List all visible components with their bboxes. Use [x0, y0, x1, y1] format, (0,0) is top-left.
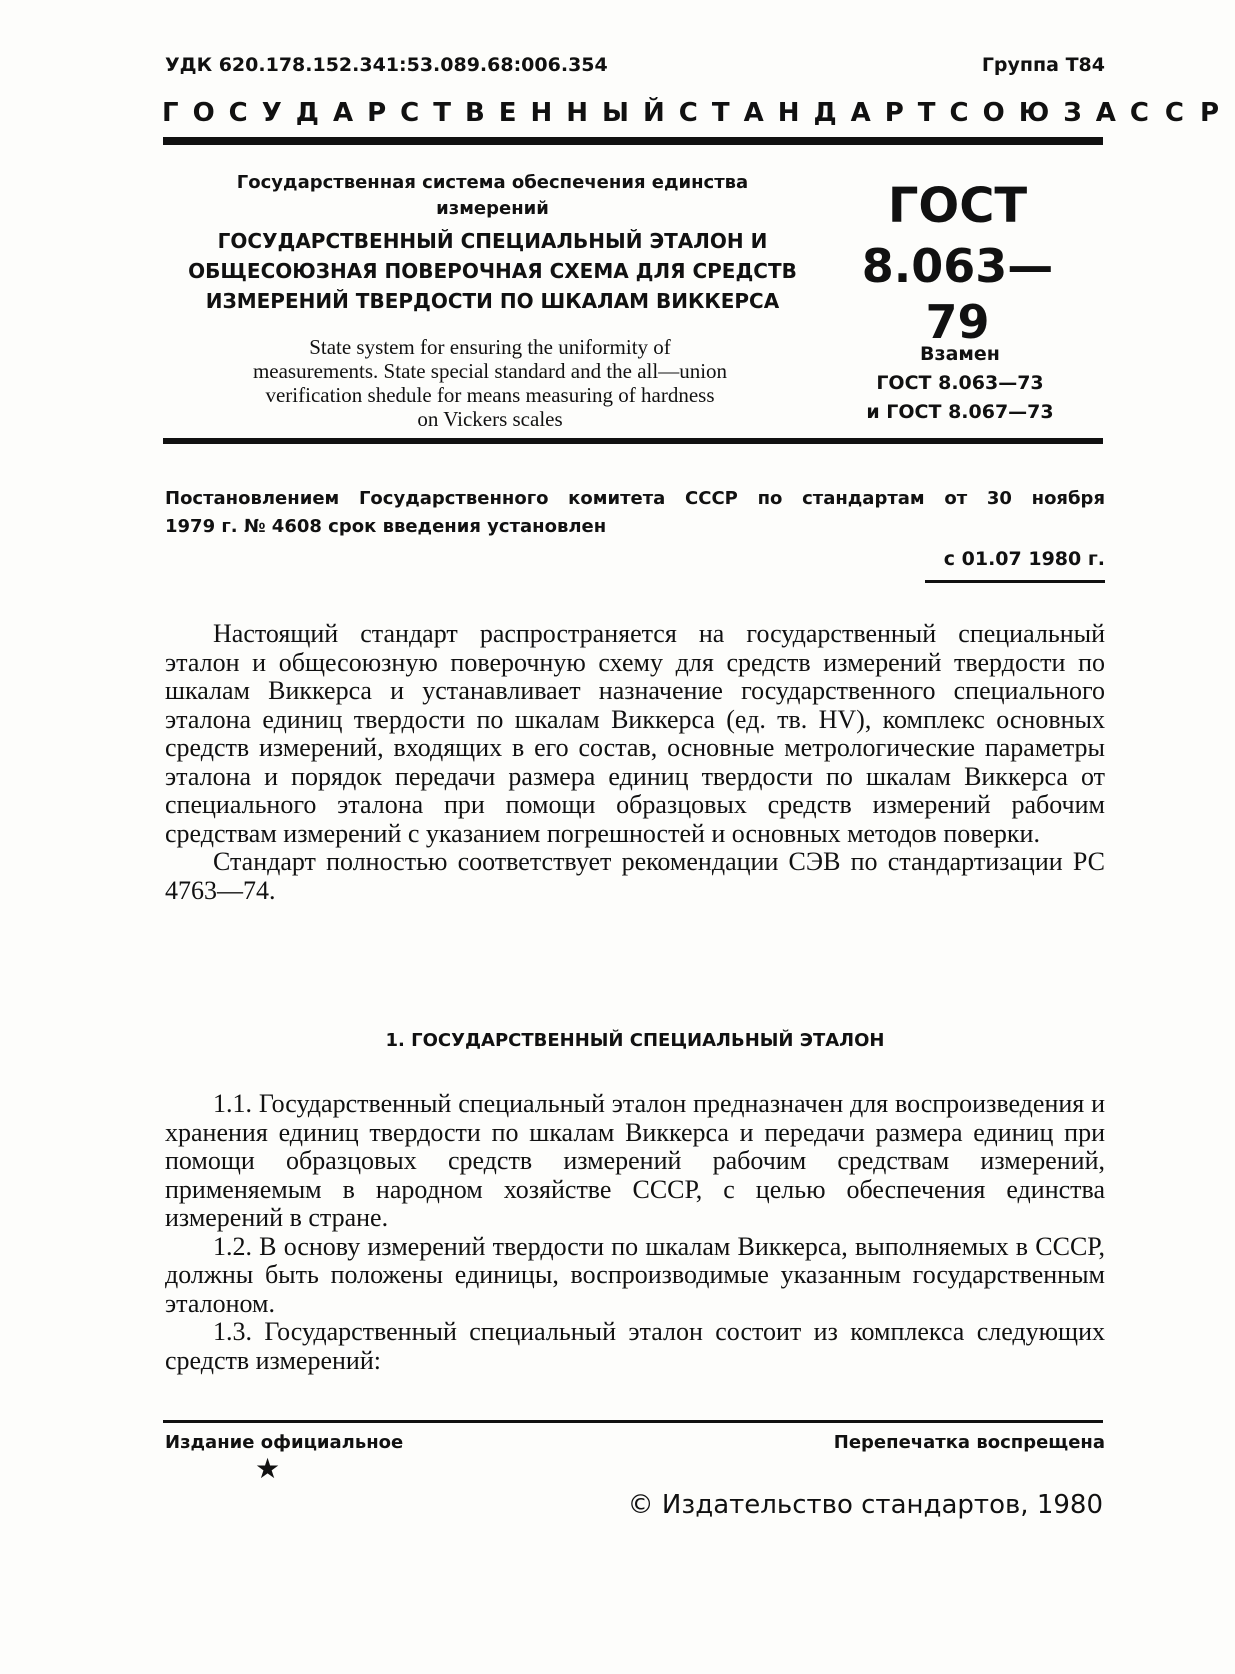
udk-code: УДК 620.178.152.341:53.089.68:006.354: [165, 54, 608, 76]
group-code: Группа Т84: [981, 54, 1105, 76]
english-title: [160, 335, 820, 431]
paragraph-1-2: 1.2. В основу измерений твердости по шкалам Виккерса, выполняемых в СССР, должны быть положены единицы, воспроизводимые указанным государственным эталоном.: [165, 1231, 1105, 1318]
banner-word-3: СОЮЗА: [949, 98, 1130, 128]
english-line-3: verification shedule for means measuring of hardness: [265, 383, 715, 407]
banner-word-1: ГОСУДАРСТВЕННЫЙ: [162, 98, 679, 128]
decree-line-1: Постановлением Государственного комитета СССР по стандартам от 30 ноября: [165, 488, 1105, 509]
english-line-2: measurements. State special standard and the all—union: [252, 359, 728, 383]
banner-word-4: ССР: [1129, 98, 1235, 128]
intro-section: [165, 620, 1105, 905]
title-line-3: ИЗМЕРЕНИЙ ТВЕРДОСТИ ПО ШКАЛАМ ВИККЕРСА: [205, 289, 780, 313]
effective-date: с 01.07 1980 г.: [943, 548, 1105, 570]
date-underline: [925, 580, 1105, 583]
title-line-2: ОБЩЕСОЮЗНАЯ ПОВЕРОЧНАЯ СХЕМА ДЛЯ СРЕДСТВ: [188, 259, 797, 283]
state-standard-banner: [162, 98, 1235, 128]
replaces-block: [840, 340, 1080, 427]
section-1-body: [165, 1090, 1105, 1375]
system-line-1: Государственная система обеспечения единства: [236, 172, 749, 193]
system-subtitle: [165, 170, 820, 222]
replaces-label: Взамен: [920, 343, 1000, 365]
paragraph-1-1: 1.1. Государственный специальный эталон предназначен для воспроизведения и хранения единиц твердости по шкалам Виккерса и передачи размера единиц при помощи образцовых средств измерений рабочим средствам измерений, применяемым в народном хозяйстве СССР, с целью обеспечения единства измерений в стране.: [165, 1089, 1105, 1232]
system-line-2: измерений: [436, 198, 549, 219]
gost-label: ГОСТ: [887, 178, 1028, 234]
document-title: [160, 226, 825, 316]
intro-paragraph-2: Стандарт полностью соответствует рекомендации СЭВ по стандартизации РС 4763—74.: [165, 847, 1105, 905]
english-line-4: on Vickers scales: [417, 407, 563, 431]
intro-paragraph-1: Настоящий стандарт распространяется на государственный специальный эталон и общесоюзную поверочную схему для средств измерений твердости по шкалам Виккерса и устанавливает назначение государственного специального эталона единиц твердости по шкалам Виккерса (ед. тв. HV), комплекс основных средств измерений, входящих в его состав, основные метрологические параметры эталона и порядок передачи размера единиц твердости по шкалам Виккерса от специального эталона при помощи образцовых средств измерений рабочим средствам измерений с указанием погрешностей и основных методов поверки.: [165, 619, 1105, 848]
replaces-line-1: ГОСТ 8.063—73: [876, 372, 1044, 394]
header-rule: [163, 137, 1103, 145]
decree-line-2: 1979 г. № 4608 срок введения установлен: [165, 516, 607, 537]
section-1-heading: 1. ГОСУДАРСТВЕННЫЙ СПЕЦИАЛЬНЫЙ ЭТАЛОН: [385, 1030, 885, 1051]
replaces-line-2: и ГОСТ 8.067—73: [866, 401, 1054, 423]
banner-word-2: СТАНДАРТ: [678, 98, 950, 128]
paragraph-1-3: 1.3. Государственный специальный эталон состоит из комплекса следующих средств измерений:: [165, 1317, 1105, 1375]
reprint-prohibited-label: Перепечатка воспрещена: [833, 1432, 1105, 1453]
footer-rule: [163, 1420, 1103, 1423]
title-line-1: ГОСУДАРСТВЕННЫЙ СПЕЦИАЛЬНЫЙ ЭТАЛОН И: [217, 229, 768, 253]
copyright-notice: © Издательство стандартов, 1980: [627, 1490, 1103, 1520]
gost-number: 8.063—79: [861, 239, 1054, 349]
title-rule: [163, 438, 1103, 444]
english-line-1: State system for ensuring the uniformity of: [309, 335, 671, 359]
official-edition-label: Издание официальное: [165, 1432, 404, 1453]
star-icon: ★: [255, 1454, 281, 1485]
